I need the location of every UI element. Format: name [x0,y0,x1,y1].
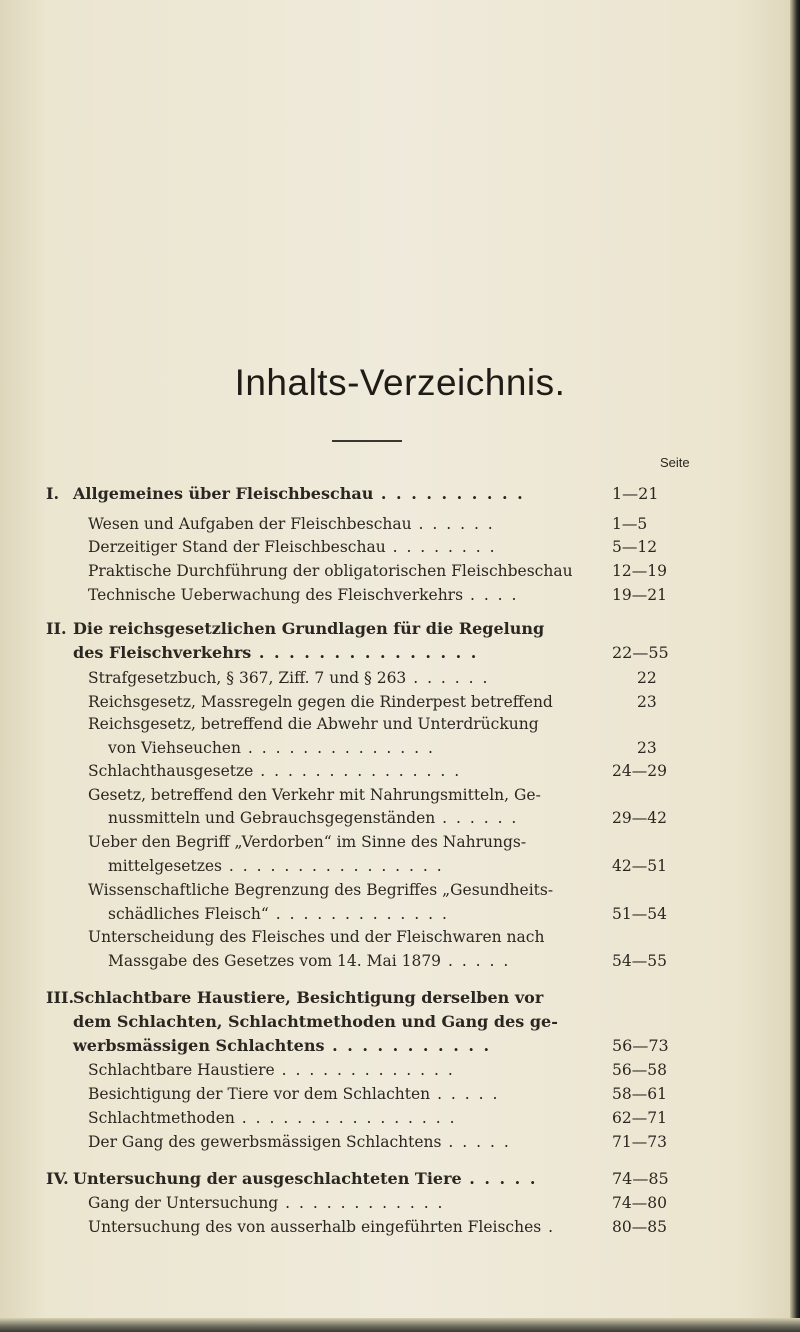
leader-dots: . [541,1218,556,1236]
entry-title: Technische Ueberwachung des Fleischverkehrs . . . . [88,586,519,604]
page-range: 23 [637,693,657,711]
entry-title: Ueber den Begriff „Verdorben“ im Sinne des Nahrungs- [88,833,527,851]
page-range: 58—61 [612,1085,667,1103]
leader-dots: . . . . . [461,1169,538,1188]
leader-dots: . . . . . [430,1085,500,1103]
page-edge-right [790,0,800,1332]
entry-title: Schlachtmethoden . . . . . . . . . . . . . . . . [88,1109,457,1127]
entry-title: des Fleischverkehrs . . . . . . . . . . . . . . . [73,643,479,662]
leader-dots: . . . . . . [435,809,519,827]
entry-title: Allgemeines über Fleischbeschau . . . . . . . . . . [73,484,525,503]
leader-dots: . . . . [463,586,519,604]
entry-title: Massgabe des Gesetzes vom 14. Mai 1879 . . . . . [108,952,511,970]
section-number: III. [46,988,75,1007]
entry-title: Unterscheidung des Fleisches und der Fleischwaren nach [88,928,545,946]
leader-dots: . . . . . . . . [385,538,497,556]
entry-title: von Viehseuchen . . . . . . . . . . . . . . [108,739,435,757]
page-range: 19—21 [612,586,667,604]
page-range: 42—51 [612,857,667,875]
page-range: 1—21 [612,484,659,503]
entry-title: werbsmässigen Schlachtens . . . . . . . . . . . [73,1036,492,1055]
leader-dots: . . . . . . . . . . . . . . . . [234,1109,457,1127]
entry-title: Wesen und Aufgaben der Fleischbeschau . . . . . . [88,515,495,533]
page-range: 56—73 [612,1036,669,1055]
entry-title: Schlachtbare Haustiere . . . . . . . . . . . . . [88,1061,455,1079]
leader-dots: . . . . . [441,952,511,970]
entry-title: Untersuchung des von ausserhalb eingeführten Fleisches . [88,1218,556,1236]
entry-title: schädliches Fleisch“ . . . . . . . . . . . . . [108,905,449,923]
column-header-seite: Seite [660,455,690,470]
entry-title: mittelgesetzes . . . . . . . . . . . . . . . . [108,857,444,875]
entry-title: Derzeitiger Stand der Fleischbeschau . . . . . . . . [88,538,497,556]
leader-dots: . . . . . . [411,515,495,533]
page-range: 71—73 [612,1133,667,1151]
entry-title: Untersuchung der ausgeschlachteten Tiere . . . . . [73,1169,538,1188]
page-range: 22 [637,669,657,687]
page-range: 74—85 [612,1169,669,1188]
leader-dots: . . . . . . . . . . . . . . . [251,643,479,662]
leader-dots: . . . . . . . . . . . . . . . [253,762,462,780]
page-range: 74—80 [612,1194,667,1212]
entry-title: Schlachthausgesetze . . . . . . . . . . . . . . . [88,762,462,780]
page-range: 80—85 [612,1218,667,1236]
leader-dots: . . . . . . [406,669,490,687]
leader-dots: . . . . . . . . . . . . . . [240,739,435,757]
page-range: 54—55 [612,952,667,970]
entry-title: dem Schlachten, Schlachtmethoden und Gang des ge- [73,1012,558,1031]
page-title: Inhalts-Verzeichnis. [234,362,566,403]
entry-title: Wissenschaftliche Begrenzung des Begriffes „Gesundheits- [88,881,554,899]
page-range: 22—55 [612,643,669,662]
leader-dots: . . . . . . . . . . [373,484,525,503]
entry-title: Die reichsgesetzlichen Grundlagen für die Regelung [73,619,545,638]
leader-dots: . . . . . . . . . . . [324,1036,492,1055]
section-number: II. [46,619,67,638]
entry-title: Gang der Untersuchung . . . . . . . . . . . . [88,1194,445,1212]
page-range: 29—42 [612,809,667,827]
entry-title: Praktische Durchführung der obligatorischen Fleischbeschau [88,562,573,580]
section-number: I. [46,484,60,503]
page-range: 24—29 [612,762,667,780]
entry-title: nussmitteln und Gebrauchsgegenständen . . . . . . [108,809,519,827]
leader-dots: . . . . . . . . . . . . . . . . [222,857,444,875]
entry-title: Strafgesetzbuch, § 367, Ziff. 7 und § 263 . . . . . . [88,669,490,687]
section-number: IV. [46,1169,69,1188]
entry-title: Gesetz, betreffend den Verkehr mit Nahrungsmitteln, Ge- [88,786,541,804]
title-divider [332,440,402,442]
page-range: 51—54 [612,905,667,923]
page-range: 62—71 [612,1109,667,1127]
page-edge-bottom [0,1318,800,1332]
page-range: 56—58 [612,1061,667,1079]
leader-dots: . . . . . [441,1133,511,1151]
entry-title: Reichsgesetz, betreffend die Abwehr und Unterdrückung [88,715,539,733]
page-range: 1—5 [612,515,648,533]
page-range: 5—12 [612,538,658,556]
leader-dots: . . . . . . . . . . . . . [274,1061,455,1079]
entry-title: Der Gang des gewerbsmässigen Schlachtens . . . . . [88,1133,511,1151]
entry-title: Schlachtbare Haustiere, Besichtigung derselben vor [73,988,544,1007]
page-range: 23 [637,739,657,757]
leader-dots: . . . . . . . . . . . . . [268,905,449,923]
leader-dots: . . . . . . . . . . . . [278,1194,445,1212]
page-range: 12—19 [612,562,667,580]
entry-title: Besichtigung der Tiere vor dem Schlachten . . . . . [88,1085,500,1103]
entry-title: Reichsgesetz, Massregeln gegen die Rinderpest betreffend [88,693,553,711]
